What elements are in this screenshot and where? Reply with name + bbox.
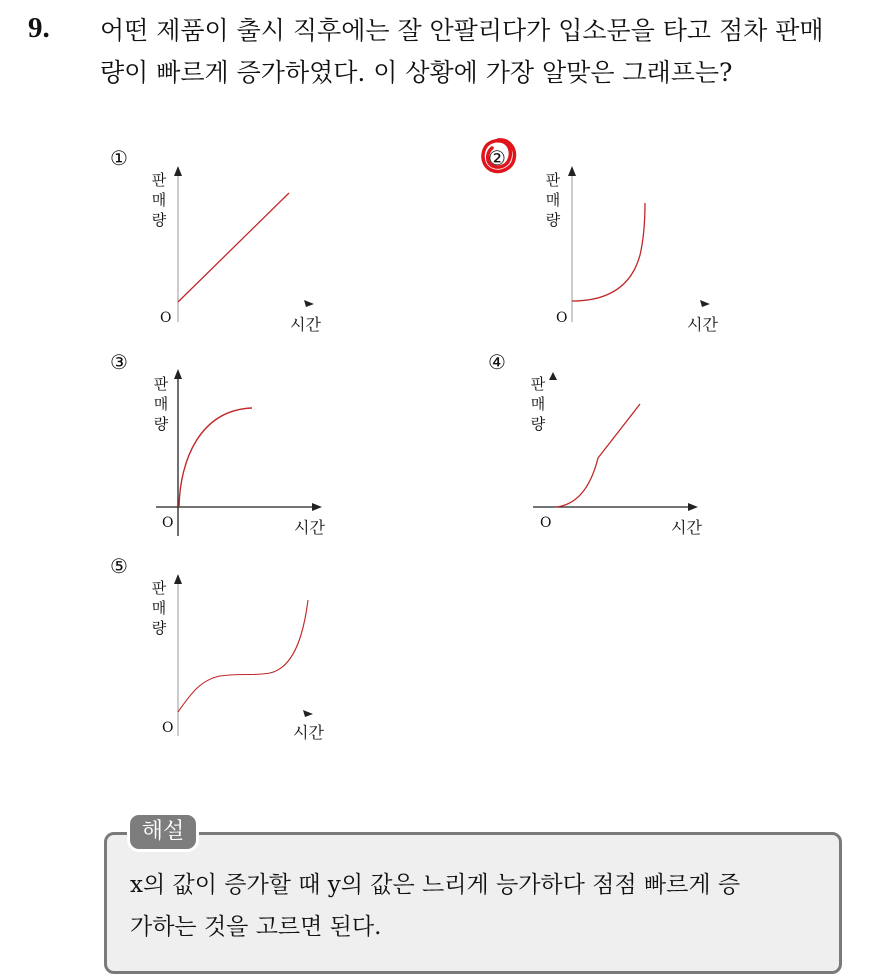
explanation-line-1: x의 값이 증가할 때 y의 값은 느리게 능가하다 점점 빠르게 증 (130, 872, 741, 898)
ylabel-char: 량 (151, 211, 167, 229)
ylabel-char: 매 (151, 191, 167, 209)
option-3-y-arrow (174, 369, 182, 379)
option-2-xlabel: 시간 (687, 315, 718, 334)
ylabel-char: 량 (530, 415, 546, 433)
option-4-x-arrow (688, 503, 698, 511)
ylabel-char: 판 (545, 171, 561, 189)
question-number: 9. (28, 12, 50, 44)
option-2-x-arrow (700, 300, 710, 307)
ylabel-char: 판 (153, 375, 169, 393)
ylabel-char: 량 (153, 415, 169, 433)
option-1-mark[interactable]: ① (110, 146, 128, 170)
option-4-xlabel: 시간 (671, 518, 702, 537)
option-1-x-arrow (304, 300, 314, 307)
option-2-y-arrow (568, 166, 576, 176)
option-4-curve (556, 404, 640, 507)
question-text (100, 10, 870, 94)
question-line-1: 어떤 제품이 출시 직후에는 잘 안팔리다가 입소문을 타고 점차 판매 (100, 16, 824, 45)
option-2-origin: O (556, 310, 568, 326)
ylabel-char: 매 (545, 191, 561, 209)
option-5-x-arrow (303, 710, 313, 717)
ylabel-char: 량 (545, 211, 561, 229)
option-5-origin: O (162, 720, 174, 736)
option-5-xlabel: 시간 (293, 723, 324, 742)
option-1-xlabel: 시간 (290, 315, 321, 334)
ylabel-char: 판 (151, 171, 167, 189)
option-3-origin: O (162, 515, 174, 531)
option-3-x-arrow (312, 503, 322, 511)
option-1-ylabel (149, 170, 169, 230)
ylabel-char: 판 (151, 579, 167, 597)
ylabel-char: 매 (153, 395, 169, 413)
option-4-mark[interactable]: ④ (488, 350, 506, 374)
option-5-y-arrow (174, 574, 182, 584)
explanation-tag: 해설 (127, 812, 199, 852)
ylabel-char: 량 (151, 619, 167, 637)
question-line-2: 량이 빠르게 증가하였다. 이 상황에 가장 알맞은 그래프는? (100, 58, 733, 87)
option-3-mark[interactable]: ③ (110, 350, 128, 374)
ylabel-char: 판 (530, 375, 546, 393)
option-3-xlabel: 시간 (294, 518, 325, 537)
option-5-mark[interactable]: ⑤ (110, 554, 128, 578)
option-5-ylabel (149, 578, 169, 638)
option-4-ylabel (528, 374, 548, 434)
option-3-ylabel (151, 374, 171, 434)
explanation-text (130, 864, 830, 948)
option-3-curve (179, 408, 252, 507)
option-5-curve (178, 600, 308, 712)
option-2-ylabel (543, 170, 563, 230)
option-1-y-arrow (174, 166, 182, 176)
option-4-origin: O (540, 515, 552, 531)
ylabel-char: 매 (151, 599, 167, 617)
ylabel-char: 매 (530, 395, 546, 413)
option-4-y-arrow (549, 372, 557, 380)
option-2-mark[interactable]: ② (488, 146, 506, 170)
option-1-curve (178, 193, 289, 302)
option-2-curve (572, 203, 645, 301)
explanation-line-2: 가하는 것을 고르면 된다. (130, 914, 382, 940)
option-1-origin: O (160, 310, 172, 326)
